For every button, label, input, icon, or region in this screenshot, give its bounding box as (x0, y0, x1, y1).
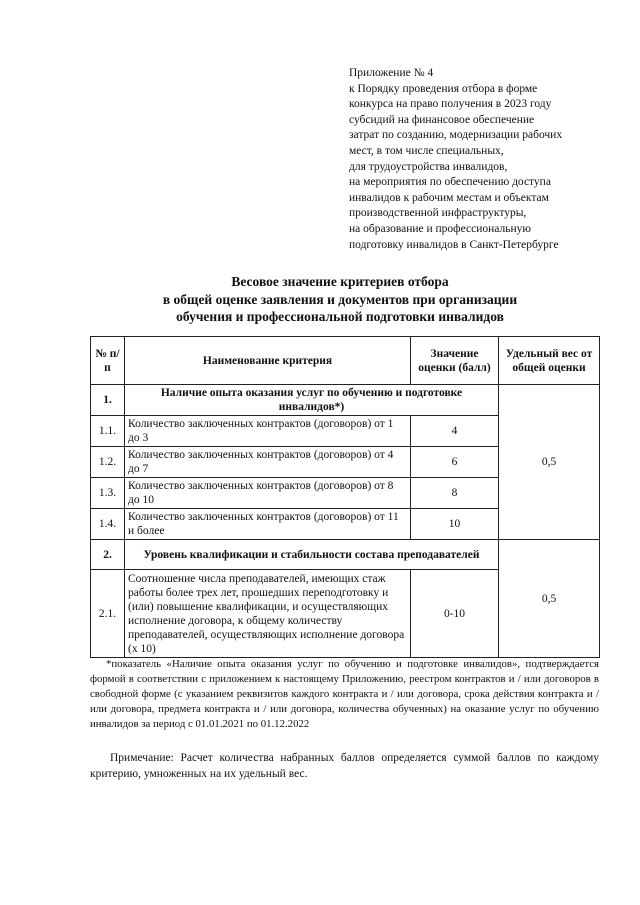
appendix-line: для трудоустройства инвалидов, (349, 160, 508, 173)
row-name: Количество заключенных контрактов (договоров) от 1 до 3 (125, 416, 411, 447)
appendix-line: субсидий на финансовое обеспечение (349, 113, 535, 126)
row-name: Количество заключенных контрактов (договоров) от 8 до 10 (125, 478, 411, 509)
appendix-line: затрат по созданию, модернизации рабочих (349, 129, 563, 142)
appendix-line: на образование и профессиональную (349, 222, 531, 235)
row-score: 4 (411, 416, 499, 447)
appendix-header (349, 66, 619, 253)
row-num: 2.1. (91, 570, 125, 658)
row-name: Количество заключенных контрактов (договоров) от 11 и более (125, 509, 411, 540)
appendix-line: подготовку инвалидов в Санкт-Петербурге (349, 238, 559, 251)
criteria-table (90, 336, 600, 658)
row-num: 1.4. (91, 509, 125, 540)
row-score: 10 (411, 509, 499, 540)
table-header-row (91, 337, 600, 385)
section-title: Наличие опыта оказания услуг по обучению и подготовке инвалидов*) (125, 385, 499, 416)
appendix-line: конкурса на право получения в 2023 году (349, 98, 552, 111)
appendix-line: инвалидов к рабочим местам и объектам (349, 191, 549, 204)
row-score: 8 (411, 478, 499, 509)
section-row (91, 540, 600, 570)
row-num: 1.2. (91, 447, 125, 478)
appendix-line: Приложение № 4 (349, 67, 434, 79)
footnote (90, 657, 599, 732)
note-text: Примечание: Расчет количества набранных баллов определяется суммой баллов по каждому критерию, умноженных на их удельный вес. (90, 752, 599, 780)
row-num: 1.3. (91, 478, 125, 509)
footnote-text: *показатель «Наличие опыта оказания услуг по обучению и подготовке инвалидов», подтверждается формой в соответствии с приложением к настоящему Приложению, реестром контрактов и / или договоров в свободной форме (с указанием реквизитов каждого контракта и / или договора, срока действия контракта и / или договора, предмета контракта и / или договора, количества обученных) на оказание услуг по обучению инвалидов за период с 01.01.2021 по 01.12.2022 (90, 658, 599, 730)
title-line: в общей оценке заявления и документов при организации (162, 291, 518, 307)
row-name: Соотношение числа преподавателей, имеющих стаж работы более трех лет, прошедших переподготовку и (или) повышение квалификации, и осуществляющих исполнение договора, к общему количеству преподавателей, осуществляющих исполнение договора (х 10) (125, 570, 411, 658)
section-num: 2. (91, 540, 125, 570)
appendix-line: на мероприятия по обеспечению доступа (349, 176, 551, 189)
section-num: 1. (91, 385, 125, 416)
document-title (60, 273, 620, 326)
row-name: Количество заключенных контрактов (договоров) от 4 до 7 (125, 447, 411, 478)
header-name: Наименование критерия (125, 337, 411, 385)
title-line: Весовое значение критериев отбора (231, 274, 449, 289)
section-weight: 0,5 (499, 385, 600, 540)
row-num: 1.1. (91, 416, 125, 447)
appendix-line: мест, в том числе специальных, (349, 144, 504, 157)
title-line: обучения и профессиональной подготовки инвалидов (176, 309, 504, 324)
appendix-line: к Порядку проведения отбора в форме (349, 82, 538, 95)
section-title: Уровень квалификации и стабильности состава преподавателей (125, 540, 499, 570)
appendix-line: производственной инфраструктуры, (349, 207, 527, 220)
header-weight: Удельный вес от общей оценки (499, 337, 600, 385)
row-score: 0-10 (411, 570, 499, 658)
section-weight: 0,5 (499, 540, 600, 658)
row-score: 6 (411, 447, 499, 478)
header-score: Значение оценки (балл) (411, 337, 499, 385)
header-num: № п/п (91, 337, 125, 385)
section-row (91, 385, 600, 416)
